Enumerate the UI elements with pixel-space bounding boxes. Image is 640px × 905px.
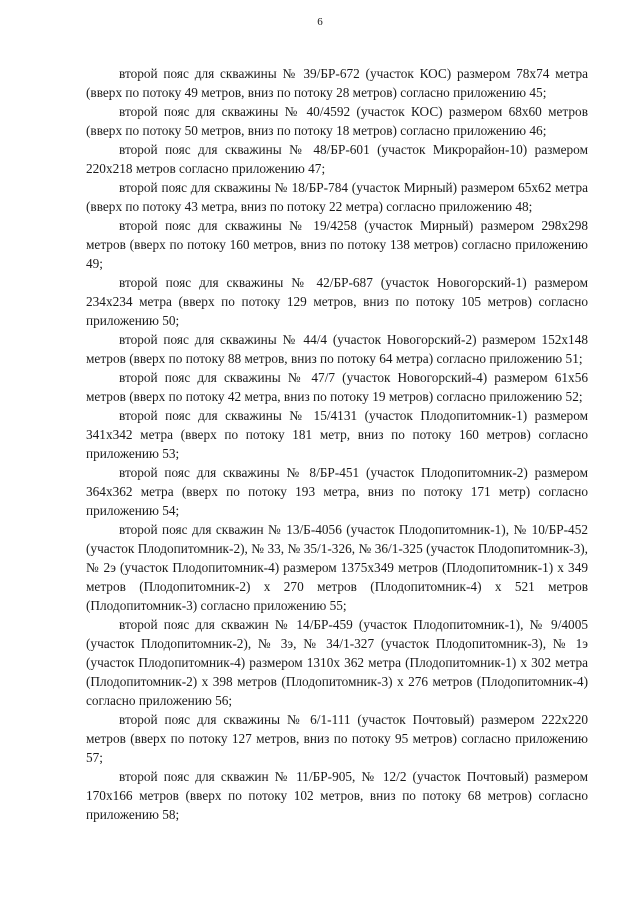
paragraph-zone-57: второй пояс для скважины № 6/1-111 (участок Почтовый) размером 222х220 метров (вверх по потоку 127 метров, вниз по потоку 95 метров) согласно приложению 57; bbox=[86, 712, 588, 765]
paragraph-zone-47: второй пояс для скважины № 48/БР-601 (участок Микрорайон-10) размером 220х218 метров согласно приложению 47; bbox=[86, 142, 588, 176]
paragraph-zone-56: второй пояс для скважин № 14/БР-459 (участок Плодопитомник-1), № 9/4005 (участок Плодопитомник-2), № 3э, № 34/1-327 (участок Плодопитомник-3), № 1э (участок Плодопитомник-4) размером 1310х 362 метра (Плодопитомник-1) х 302 метра (Плодопитомник-2) х 398 метров (Плодопитомник-3) х 276 метров (Плодопитомник-4) согласно приложению 56; bbox=[86, 617, 588, 708]
paragraph-zone-55: второй пояс для скважин № 13/Б-4056 (участок Плодопитомник-1), № 10/БР-452 (участок Плодопитомник-2), № 33, № 35/1-326, № 36/1-325 (участок Плодопитомник-3), № 2э (участок Плодопитомник-4) размером 1375х349 метров (Плодопитомник-1) х 349 метров (Плодопитомник-2) х 270 метров (Плодопитомник-4) х 521 метров (Плодопитомник-3) согласно приложению 55; bbox=[86, 522, 588, 613]
paragraph-zone-49: второй пояс для скважины № 19/4258 (участок Мирный) размером 298х298 метров (вверх по потоку 160 метров, вниз по потоку 138 метров) согласно приложению 49; bbox=[86, 218, 588, 271]
paragraph-zone-54: второй пояс для скважины № 8/БР-451 (участок Плодопитомник-2) размером 364х362 метра (вверх по потоку 193 метра, вниз по потоку 171 метр) согласно приложению 54; bbox=[86, 465, 588, 518]
page-number: 6 bbox=[317, 16, 323, 28]
paragraph-zone-50: второй пояс для скважины № 42/БР-687 (участок Новогорский-1) размером 234х234 метра (вверх по потоку 129 метров, вниз по потоку 105 метров) согласно приложению 50; bbox=[86, 275, 588, 328]
paragraph-zone-45: второй пояс для скважины № 39/БР-672 (участок КОС) размером 78х74 метра (вверх по потоку 49 метров, вниз по потоку 28 метров) согласно приложению 45; bbox=[86, 66, 588, 100]
paragraph-zone-51: второй пояс для скважины № 44/4 (участок Новогорский-2) размером 152х148 метров (вверх по потоку 88 метров, вниз по потоку 64 метра) согласно приложению 51; bbox=[86, 332, 588, 366]
paragraph-zone-58: второй пояс для скважин № 11/БР-905, № 12/2 (участок Почтовый) размером 170х166 метров (вверх по потоку 102 метров, вниз по потоку 68 метров) согласно приложению 58; bbox=[86, 769, 588, 822]
document-body bbox=[86, 64, 588, 824]
paragraph-zone-46: второй пояс для скважины № 40/4592 (участок КОС) размером 68х60 метров (вверх по потоку 50 метров, вниз по потоку 18 метров) согласно приложению 46; bbox=[86, 104, 588, 138]
paragraph-zone-53: второй пояс для скважины № 15/4131 (участок Плодопитомник-1) размером 341х342 метра (вверх по потоку 181 метр, вниз по потоку 160 метров) согласно приложению 53; bbox=[86, 408, 588, 461]
paragraph-zone-52: второй пояс для скважины № 47/7 (участок Новогорский-4) размером 61х56 метров (вверх по потоку 42 метра, вниз по потоку 19 метров) согласно приложению 52; bbox=[86, 370, 588, 404]
paragraph-zone-48: второй пояс для скважины № 18/БР-784 (участок Мирный) размером 65х62 метра (вверх по потоку 43 метра, вниз по потоку 22 метра) согласно приложению 48; bbox=[86, 180, 588, 214]
